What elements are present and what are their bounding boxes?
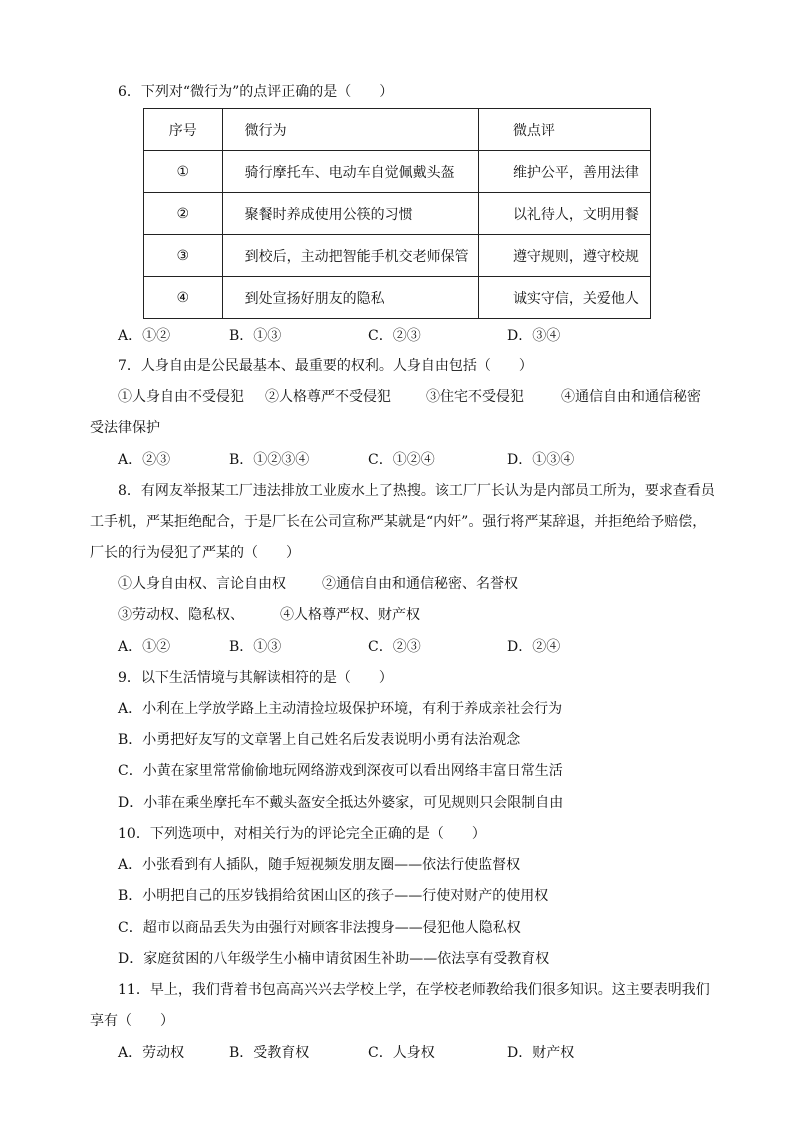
table-row — [144, 277, 651, 319]
table-header-cell: 微行为 — [222, 109, 478, 151]
q8-item: ③劳动权、隐私权、 — [118, 607, 244, 623]
q11-option-c: C．人身权 — [368, 1045, 435, 1061]
q11-option-b: B．受教育权 — [229, 1045, 310, 1061]
q7-item: ④通信自由和通信秘密 — [561, 389, 701, 405]
q7-item: ②人格尊严不受侵犯 — [265, 389, 391, 405]
q6-option-b: B．①③ — [229, 328, 282, 344]
q8-item: ①人身自由权、言论自由权 — [118, 576, 286, 592]
q10-option-a: A．小张看到有人插队，随手短视频发朋友圈——依法行使监督权 — [118, 857, 521, 873]
q7-option-a: A．②③ — [118, 452, 171, 468]
q10-option-b: B．小明把自己的压岁钱捐给贫困山区的孩子——行使对财产的使用权 — [118, 888, 549, 904]
table-header-cell: 序号 — [144, 109, 223, 151]
q7-item: ①人身自由不受侵犯 — [118, 389, 244, 405]
q8-stem-line: 厂长的行为侵犯了严某的（ ） — [90, 545, 300, 561]
q7-option-c: C．①②④ — [368, 452, 435, 468]
table-cell: 到校后，主动把智能手机交老师保管 — [222, 235, 478, 277]
q10-stem: 10．下列选项中，对相关行为的评论完全正确的是（ ） — [118, 826, 486, 842]
q11-stem-line: 11．早上，我们背着书包高高兴兴去学校上学，在学校老师教给我们很多知识。这主要表明我们 — [118, 982, 710, 998]
q9-stem: 9．以下生活情境与其解读相符的是（ ） — [118, 670, 393, 686]
table-cell: 维护公平，善用法律 — [478, 151, 650, 193]
q6-option-a: A．①② — [118, 328, 171, 344]
table-cell: 聚餐时养成使用公筷的习惯 — [222, 193, 478, 235]
table-cell: 遵守规则，遵守校规 — [478, 235, 650, 277]
table-cell: 以礼待人，文明用餐 — [478, 193, 650, 235]
q8-stem-line: 工手机，严某拒绝配合，于是厂长在公司宣称严某就是“内奸”。强行将严某辞退，并拒绝给予赔偿， — [90, 514, 707, 530]
q6-stem: 6．下列对“微行为”的点评正确的是（ ） — [118, 84, 394, 100]
table-header-row — [144, 109, 651, 151]
table-cell: ① — [144, 151, 223, 193]
q8-item: ④人格尊严权、财产权 — [280, 607, 420, 623]
q7-item: ③住宅不受侵犯 — [426, 389, 524, 405]
table-header-cell: 微点评 — [478, 109, 650, 151]
q8-option-b: B．①③ — [229, 639, 282, 655]
q8-stem-line: 8．有网友举报某工厂违法排放工业废水上了热搜。该工厂厂长认为是内部员工所为，要求查看员 — [118, 483, 715, 499]
q9-option-c: C．小黄在家里常常偷偷地玩网络游戏到深夜可以看出网络丰富日常生活 — [118, 763, 563, 779]
q9-option-a: A．小利在上学放学路上主动清捡垃圾保护环境，有利于养成亲社会行为 — [118, 701, 563, 717]
q6-table — [143, 108, 651, 319]
q7-stem: 7．人身自由是公民最基本、最重要的权利。人身自由包括（ ） — [118, 358, 533, 374]
q10-option-d: D．家庭贫困的八年级学生小楠申请贫困生补助——依法享有受教育权 — [118, 951, 550, 967]
table-row — [144, 235, 651, 277]
q6-option-d: D．③④ — [507, 328, 561, 344]
q11-option-a: A．劳动权 — [118, 1045, 185, 1061]
q8-item: ②通信自由和通信秘密、名誉权 — [322, 576, 518, 592]
table-cell: 诚实守信，关爱他人 — [478, 277, 650, 319]
q8-option-a: A．①② — [118, 639, 171, 655]
table-cell: 到处宣扬好朋友的隐私 — [222, 277, 478, 319]
q11-stem-line: 享有（ ） — [90, 1013, 174, 1029]
q7-option-d: D．①③④ — [507, 452, 575, 468]
table-cell: ② — [144, 193, 223, 235]
q9-option-b: B．小勇把好友写的文章署上自己姓名后发表说明小勇有法治观念 — [118, 732, 521, 748]
q8-option-d: D．②④ — [507, 639, 561, 655]
table-cell: ③ — [144, 235, 223, 277]
table-row — [144, 151, 651, 193]
q6-option-c: C．②③ — [368, 328, 421, 344]
q10-option-c: C．超市以商品丢失为由强行对顾客非法搜身——侵犯他人隐私权 — [118, 920, 521, 936]
table-row — [144, 193, 651, 235]
table-cell: ④ — [144, 277, 223, 319]
q7-item-continued: 受法律保护 — [90, 420, 160, 436]
q8-option-c: C．②③ — [368, 639, 421, 655]
q11-option-d: D．财产权 — [507, 1045, 575, 1061]
q9-option-d: D．小菲在乘坐摩托车不戴头盔安全抵达外婆家，可见规则只会限制自由 — [118, 795, 564, 811]
q7-option-b: B．①②③④ — [229, 452, 310, 468]
table-cell: 骑行摩托车、电动车自觉佩戴头盔 — [222, 151, 478, 193]
